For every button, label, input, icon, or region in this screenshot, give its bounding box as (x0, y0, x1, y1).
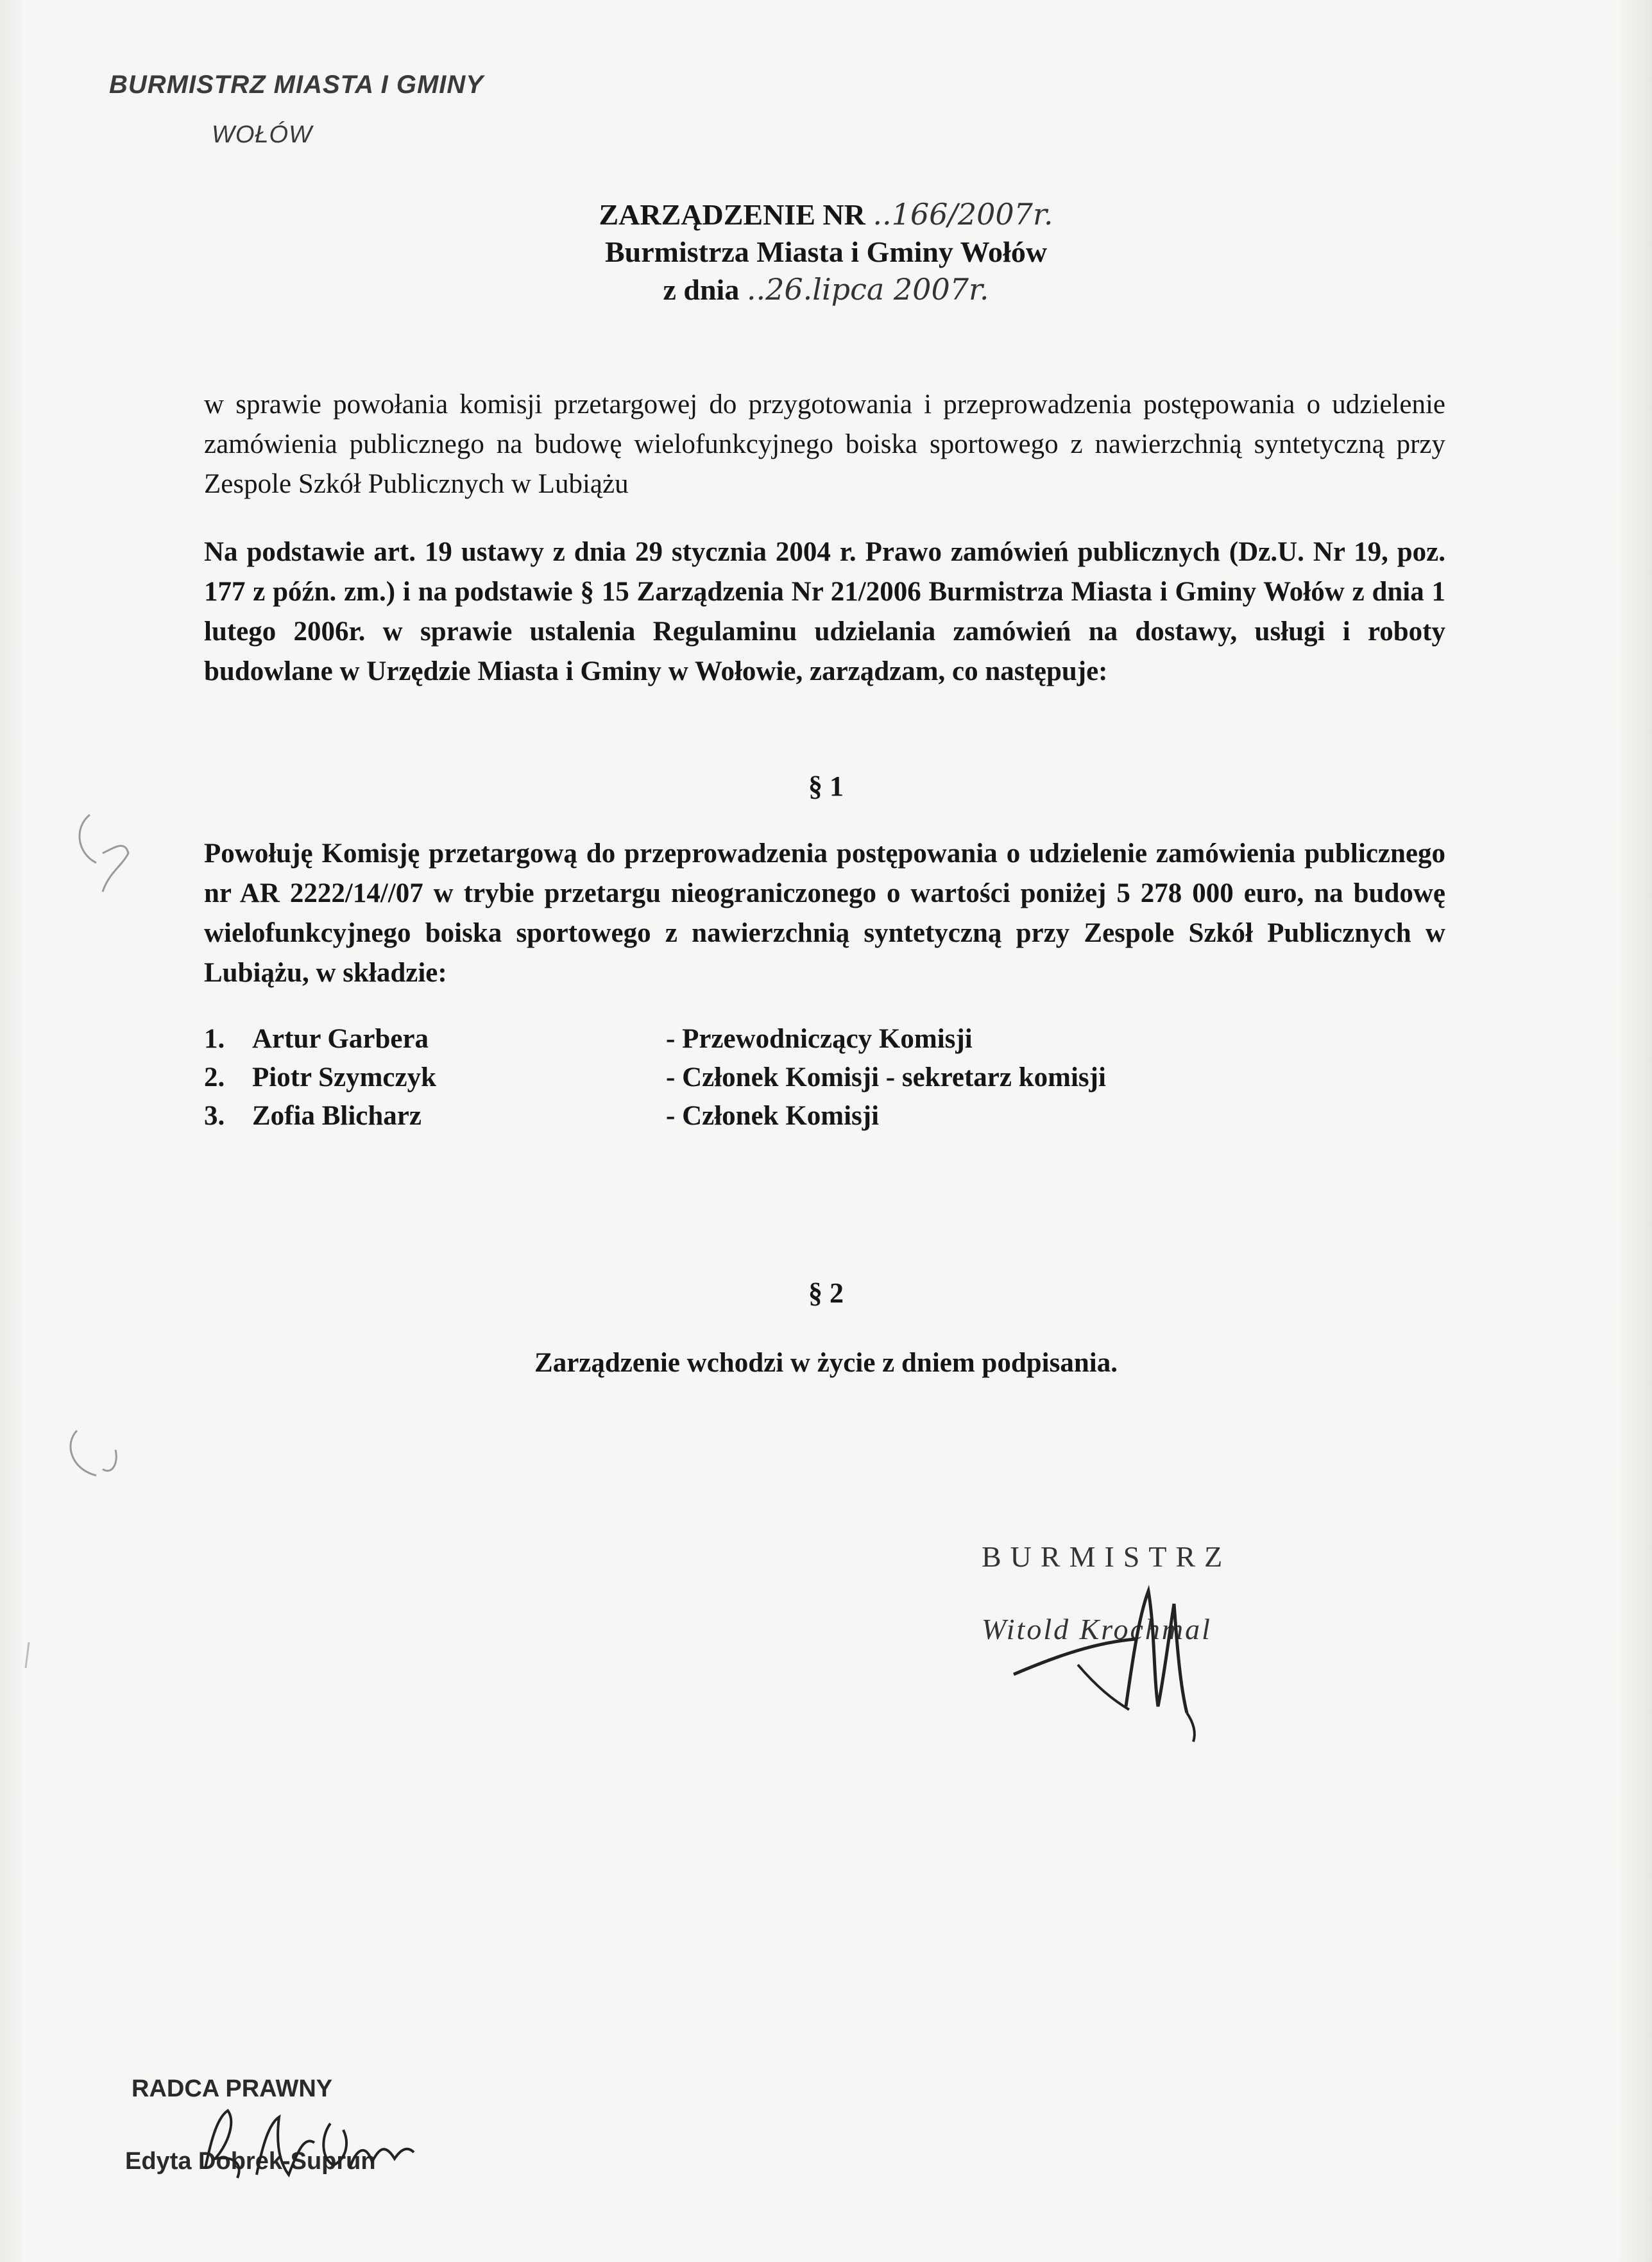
member-role: - Członek Komisji - sekretarz komisji (666, 1062, 1106, 1093)
date-prefix: z dnia (663, 273, 740, 306)
office-stamp-line1: BURMISTRZ MIASTA I GMINY (109, 71, 484, 99)
subject-paragraph: w sprawie powołania komisji przetargowej do przygotowania i przeprowadzenia postępowania o udzielenie zamówienia publicznego na budowę wielofunkcyjnego boiska sportowego z nawierzchnią syntetyczną przy Zespole Szkół Publicznych w Lubiążu (204, 389, 1445, 499)
office-stamp-line2: WOŁÓW (212, 121, 312, 148)
mayor-stamp-person: Witold Krochmal (982, 1613, 1212, 1645)
legal-counsel-office: RADCA PRAWNY (132, 2075, 333, 2102)
title-number: ..166/2007r. (873, 197, 1053, 232)
legal-basis-paragraph: Na podstawie art. 19 ustawy z dnia 29 stycznia 2004 r. Prawo zamówień publicznych (Dz.U. Nr 19, poz. 177 z późn. zm.) i na podstawie § 15 Zarządzenia Nr 21/2006 Burmistrza Miasta i Gminy Wołów z dnia 1 lutego 2006r. w sprawie ustalenia Regulaminu udzielania zamówień na dostawy, usługi i roboty budowlane w Urzędzie Miasta i Gminy w Wołowie, zarządzam, co następuje: (204, 537, 1445, 686)
member-number: 2. (204, 1062, 225, 1093)
mayor-stamp-office: BURMISTRZ (982, 1540, 1232, 1573)
section-2-text: Zarządzenie wchodzi w życie z dniem podpisania. (534, 1348, 1118, 1378)
member-name: Zofia Blicharz (252, 1101, 422, 1131)
date-value: ..26.lipca 2007r. (746, 272, 989, 307)
member-number: 3. (204, 1101, 225, 1131)
member-role: - Przewodniczący Komisji (666, 1024, 973, 1054)
issuer: Burmistrza Miasta i Gminy Wołów (604, 235, 1048, 268)
member-name: Piotr Szymczyk (252, 1062, 436, 1093)
legal-counsel-person: Edyta Dobrek-Suprun (125, 2148, 376, 2175)
section-2-mark: § 2 (808, 1277, 844, 1309)
section-1-text: Powołuję Komisję przetargową do przeprowadzenia postępowania o udzielenie zamówienia publicznego nr AR 2222/14//07 w trybie przetargu nieograniczonego o wartości poniżej 5 278 000 euro, na budowę wielofunkcyjnego boiska sportowego z nawierzchnią syntetyczną przy Zespole Szkół Publicznych w Lubiążu, w składzie: (204, 838, 1445, 988)
section-1-mark: § 1 (808, 770, 844, 802)
title-prefix: ZARZĄDZENIE NR (599, 198, 865, 231)
member-number: 1. (204, 1024, 225, 1054)
member-name: Artur Garbera (252, 1024, 429, 1054)
member-role: - Członek Komisji (666, 1101, 880, 1131)
